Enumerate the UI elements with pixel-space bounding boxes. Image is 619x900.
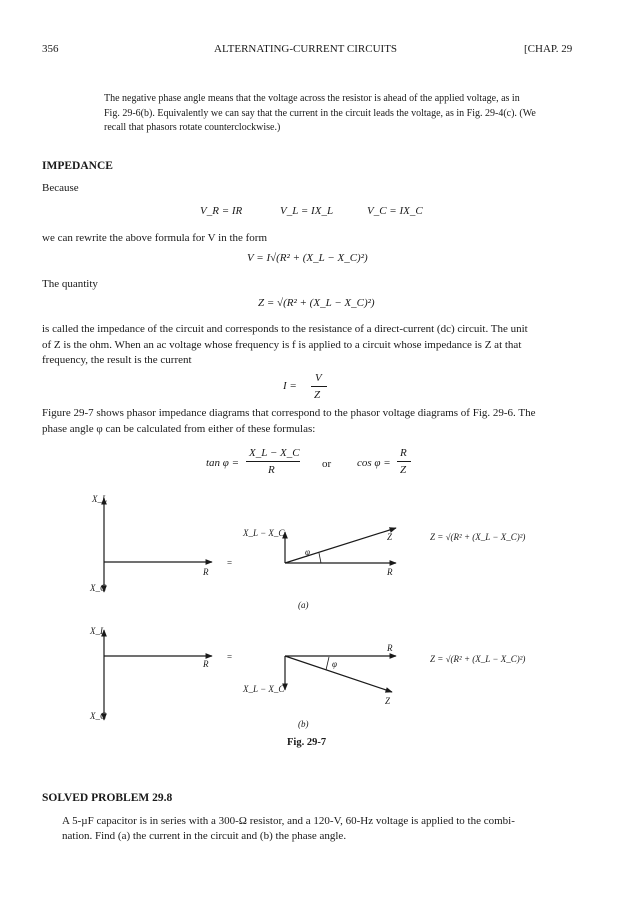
xc-label-a: X_C bbox=[90, 583, 107, 593]
phi-arc-a bbox=[319, 553, 321, 563]
diff-label-a: X_L − X_C bbox=[243, 528, 285, 538]
impedance-paragraph-line-3: frequency, the result is the current bbox=[42, 354, 192, 366]
figure-paragraph-line-2: phase angle φ can be calculated from either of these formulas: bbox=[42, 423, 316, 435]
intro-line-2: Fig. 29-6(b). Equivalently we can say that the current in the circuit leads the voltage, as in Fig. 29-4(c). (We bbox=[104, 108, 536, 119]
tan-lhs: tan φ = bbox=[206, 457, 240, 469]
solved-problem-heading: SOLVED PROBLEM 29.8 bbox=[42, 792, 173, 804]
chapter-label: [CHAP. 29 bbox=[524, 43, 573, 55]
xl-label-a: X_L bbox=[92, 494, 108, 504]
because-text: Because bbox=[42, 182, 79, 194]
equation-vl: V_L = IX_L bbox=[280, 205, 334, 217]
phi-label-a: φ bbox=[305, 547, 310, 557]
quantity-text: The quantity bbox=[42, 278, 98, 290]
equation-z: Z = √(R² + (X_L − X_C)²) bbox=[258, 297, 375, 309]
diff-label-b: X_L − X_C bbox=[243, 684, 285, 694]
rewrite-text: we can rewrite the above formula for V in the form bbox=[42, 232, 268, 244]
intro-line-1: The negative phase angle means that the voltage across the resistor is ahead of the applied voltage, as in bbox=[104, 93, 520, 104]
equation-v: V = I√(R² + (X_L − X_C)²) bbox=[247, 252, 368, 264]
subcaption-a: (a) bbox=[298, 600, 309, 610]
cos-lhs: cos φ = bbox=[357, 457, 391, 469]
equation-i-lhs: I = bbox=[283, 380, 297, 392]
impedance-paragraph-line-1: is called the impedance of the circuit and corresponds to the resistance of a direct-current (dc) circuit. The unit bbox=[42, 323, 528, 335]
solved-problem-line-2: nation. Find (a) the current in the circuit and (b) the phase angle. bbox=[62, 830, 347, 842]
z-formula-b: Z = √(R² + (X_L − X_C)²) bbox=[430, 654, 526, 664]
cos-denominator: Z bbox=[400, 464, 407, 476]
subcaption-b: (b) bbox=[298, 719, 309, 729]
xc-label-b: X_C bbox=[90, 711, 107, 721]
running-title: ALTERNATING-CURRENT CIRCUITS bbox=[214, 43, 398, 55]
z-formula-a: Z = √(R² + (X_L − X_C)²) bbox=[430, 532, 526, 542]
solved-problem-line-1: A 5-µF capacitor is in series with a 300-Ω resistor, and a 120-V, 60-Hz voltage is applied to the combi- bbox=[62, 815, 515, 827]
r-label-a-right: R bbox=[387, 567, 393, 577]
z-label-b: Z bbox=[385, 696, 391, 706]
equation-vr: V_R = IR bbox=[200, 205, 243, 217]
xl-label-b: X_L bbox=[90, 626, 106, 636]
phi-arc-b bbox=[326, 657, 329, 670]
cos-numerator: R bbox=[400, 447, 407, 459]
r-label-b: R bbox=[203, 659, 209, 669]
intro-line-3: recall that phasors rotate counterclockwise.) bbox=[104, 122, 281, 133]
phi-label-b: φ bbox=[332, 659, 337, 669]
equals-b: = bbox=[227, 652, 233, 662]
r-label-a: R bbox=[203, 567, 209, 577]
page-number: 356 bbox=[42, 43, 59, 55]
z-arrow-a bbox=[285, 528, 396, 563]
z-label-a: Z bbox=[387, 532, 393, 542]
tan-denominator: R bbox=[268, 464, 275, 476]
equation-i-numerator: V bbox=[315, 372, 322, 384]
impedance-paragraph-line-2: of Z is the ohm. When an ac voltage whose frequency is f is applied to a circuit whose impedance is Z at that bbox=[42, 339, 522, 351]
section-heading: IMPEDANCE bbox=[42, 160, 113, 172]
z-arrow-b bbox=[285, 656, 392, 692]
or-text: or bbox=[322, 458, 332, 470]
tan-numerator: X_L − X_C bbox=[249, 447, 300, 459]
r-label-b-right: R bbox=[387, 643, 393, 653]
figure-caption: Fig. 29-7 bbox=[287, 737, 327, 748]
figure-paragraph-line-1: Figure 29-7 shows phasor impedance diagrams that correspond to the phasor voltage diagrams of Fig. 29-6. The bbox=[42, 407, 536, 419]
equals-a: = bbox=[227, 558, 233, 568]
equation-i-denominator: Z bbox=[314, 389, 321, 401]
equation-vc: V_C = IX_C bbox=[367, 205, 423, 217]
